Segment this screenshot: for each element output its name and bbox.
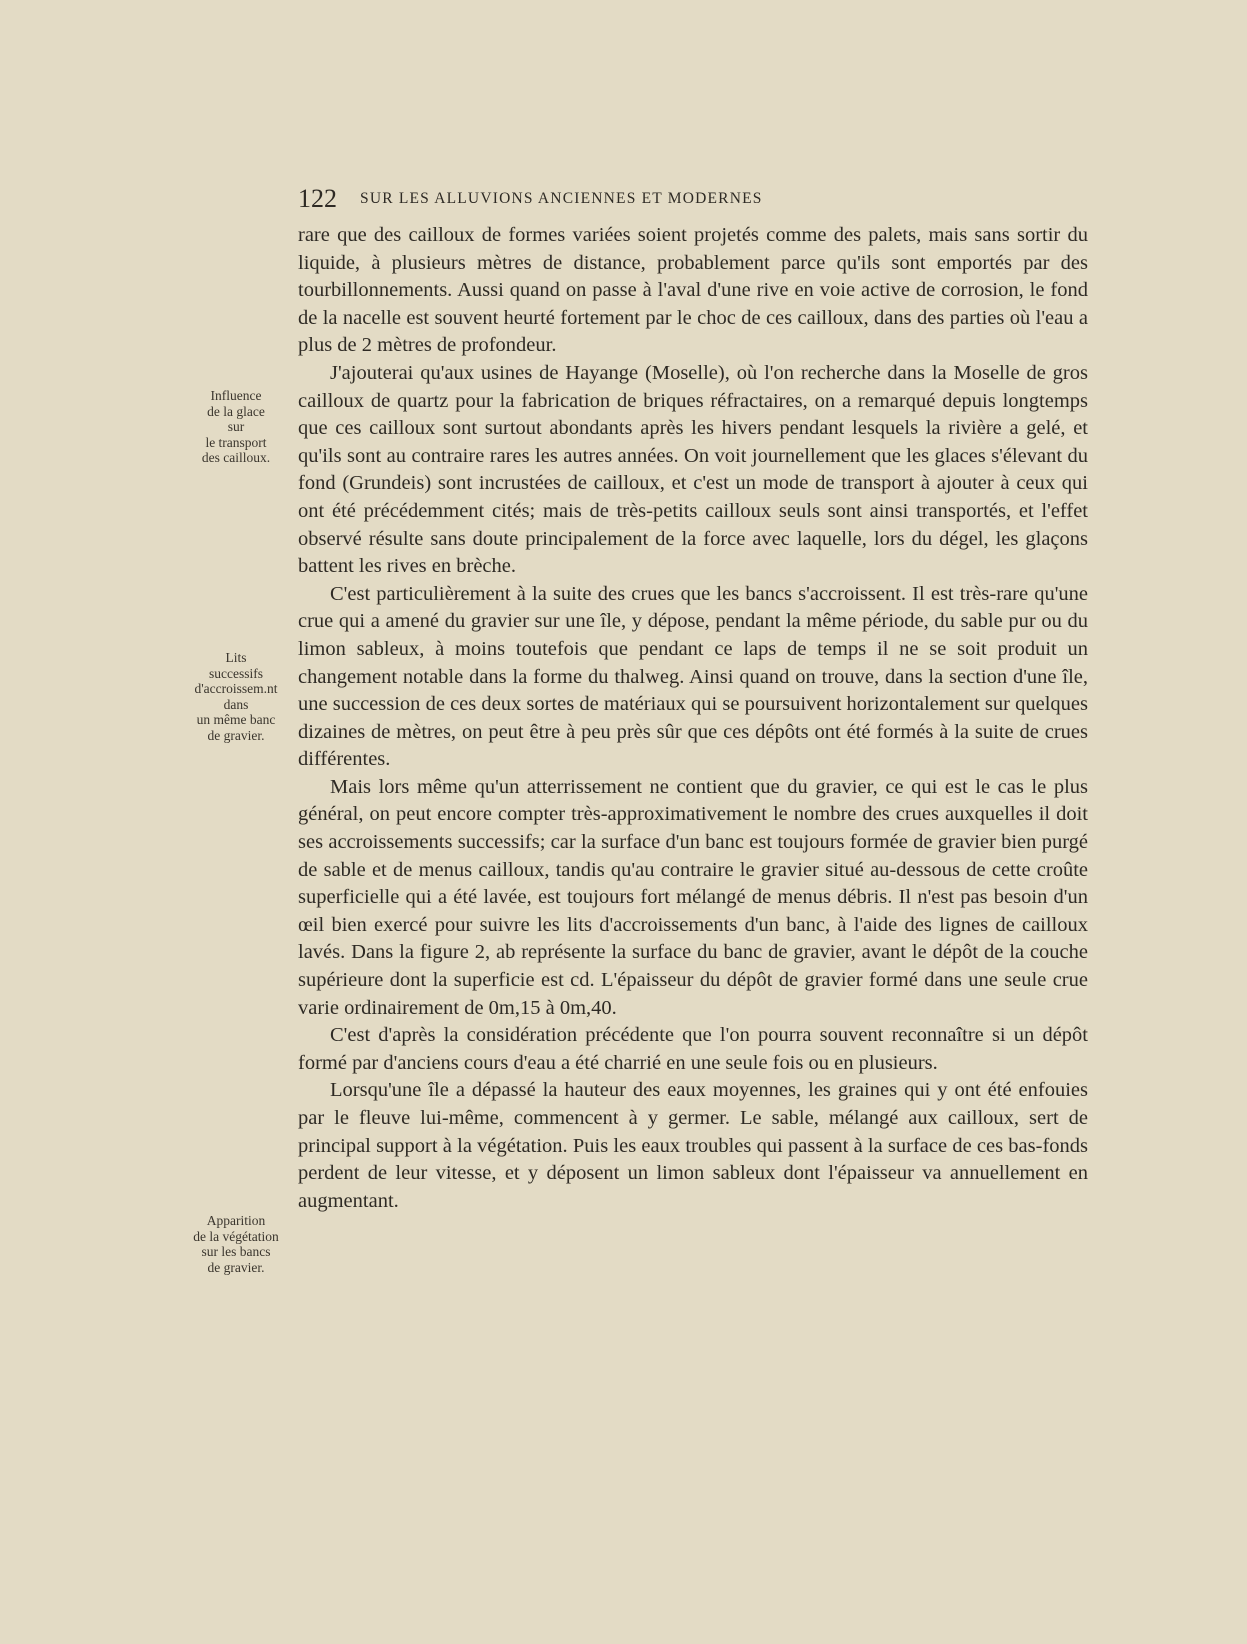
margin-note-line: de gravier. (207, 1259, 265, 1275)
margin-note-vegetation (180, 1213, 292, 1275)
margin-note-line: sur les bancs (201, 1244, 271, 1259)
body-text (298, 222, 1088, 1215)
running-title: SUR LES ALLUVIONS ANCIENNES ET MODERNES (360, 190, 763, 207)
margin-note-line: de la glace (207, 403, 265, 419)
margin-note-line: Influence (210, 388, 262, 403)
paragraph: rare que des cailloux de formes variées soient projetés comme des palets, mais sans sortir du liquide, à plusieurs mètres de distance, probablement parce qu'ils sont emportés par des tourbillonnements. Aussi quand on passe à l'aval d'une rive en voie active de corrosion, le fond de la nacelle est souvent heurté fortement par le choc de ces cailloux, dans des parties où l'eau a plus de 2 mètres de profondeur. (298, 224, 1088, 357)
margin-note-line: Lits (225, 650, 247, 665)
margin-note-line: sur (227, 419, 245, 434)
paragraph: Lorsqu'une île a dépassé la hauteur des eaux moyennes, les graines qui y ont été enfouies par le fleuve lui-même, commencent à y germer. Le sable, mélangé aux cailloux, sert de principal support à la végétation. Puis les eaux troubles qui passent à la surface de ces bas-fonds perdent de leur vitesse, et y déposent un limon sableux dont l'épaisseur va annuellement en augmentant. (298, 1079, 1088, 1212)
margin-note-line: Apparition (206, 1213, 266, 1228)
margin-note-line: le transport (205, 434, 267, 450)
paragraph: Mais lors même qu'un atterrissement ne contient que du gravier, ce qui est le cas le plus général, on peut encore compter très-approximativement le nombre des crues auxquelles il doit ses accroissements successifs; car la surface d'un banc est toujours formée de gravier bien purgé de sable et de menus cailloux, tandis qu'au contraire le gravier situé au-dessous de cette croûte superficielle qui a été lavée, est toujours fort mélangé de menus débris. Il n'est pas besoin d'un œil bien exercé pour suivre les lits d'accroissements d'un banc, à l'aide des lignes de cailloux lavés. Dans la figure 2, ab représente la surface du banc de gravier, avant le dépôt de la couche supérieure dont la superficie est cd. L'épaisseur du dépôt de gravier formé dans une seule crue varie ordinairement de 0m,15 à 0m,40. (298, 775, 1088, 1019)
margin-note-line: un même banc (196, 712, 276, 727)
margin-note-line: dans (223, 696, 249, 712)
margin-note-line: d'accroissem.nt (194, 681, 278, 696)
paragraph: C'est particulièrement à la suite des crues que les bancs s'accroissent. Il est très-rare qu'une crue qui a amené du gravier sur une île, y dépose, pendant la même période, du sable pur ou du limon sableux, à moins toutefois que pendant ce laps de temps il ne se soit produit un changement notable dans la forme du thalweg. Ainsi quand on trouve, dans la section d'une île, une succession de ces deux sortes de matériaux qui se poursuivent horizontalement sur quelques dizaines de mètres, on peut être à peu près sûr que ces dépôts ont été formés à la suite de crues différentes. (298, 582, 1088, 771)
margin-note-line: de la végétation (193, 1228, 279, 1244)
margin-note-ice-transport (180, 388, 292, 466)
margin-note-successive-beds (180, 650, 292, 743)
margin-note-line: de gravier. (207, 727, 265, 743)
margin-note-line: successifs (209, 665, 263, 681)
margin-note-line: des cailloux. (201, 450, 271, 465)
paragraph: J'ajouterai qu'aux usines de Hayange (Moselle), où l'on recherche dans la Moselle de gros cailloux de quartz pour la fabrication de briques réfractaires, on a remarqué depuis longtemps que ces cailloux sont surtout abondants après les hivers pendant lesquels la rivière a gelé, et qu'ils sont au contraire rares les autres années. On voit journellement que les glaces s'élevant du fond (Grundeis) sont incrustées de cailloux, et c'est un mode de transport à ajouter à ceux qui ont été précédemment cités; mais de très-petits cailloux seuls sont ainsi transportés, et l'effet observé résulte sans doute principalement de la force avec laquelle, lors du dégel, les glaçons battent les rives en brèche. (298, 361, 1088, 578)
page-number: 122 (298, 184, 337, 213)
paragraph: C'est d'après la considération précédente que l'on pourra souvent reconnaître si un dépôt formé par d'anciens cours d'eau a été charrié en une seule fois ou en plusieurs. (298, 1024, 1088, 1074)
